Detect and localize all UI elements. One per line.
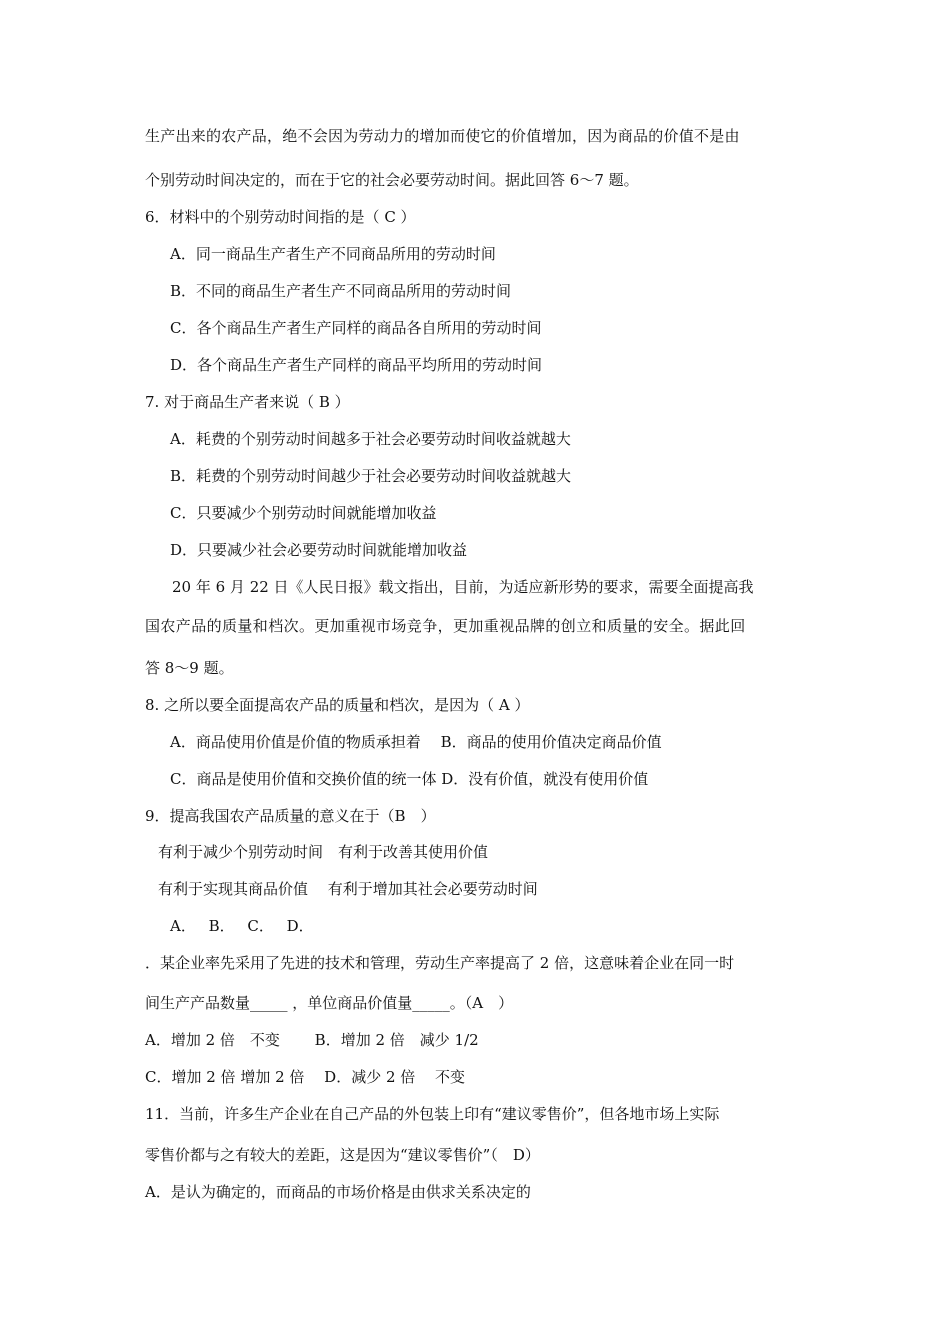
question-11: 零售价都与之有较大的差距，这是因为“建议零售价”（ D） xyxy=(145,1146,540,1164)
question-7-option-b: B．耗费的个别劳动时间越少于社会必要劳动时间收益就越大 xyxy=(170,467,572,485)
question-9-statements: 有利于减少个别劳动时间 有利于改善其使用价值 xyxy=(158,843,489,861)
question-6: 6．材料中的个别劳动时间指的是（ C ） xyxy=(145,208,416,226)
question-10: 间生产产品数量_____ ，单位商品价值量_____。（A ） xyxy=(145,994,514,1012)
question-10-options-cd: C．增加 2 倍 增加 2 倍 D．减少 2 倍 不变 xyxy=(145,1068,466,1086)
question-6-option-b: B．不同的商品生产者生产不同商品所用的劳动时间 xyxy=(170,282,512,300)
question-6-option-d: D．各个商品生产者生产同样的商品平均所用的劳动时间 xyxy=(170,356,543,374)
question-11-option-a: A．是认为确定的，而商品的市场价格是由供求关系决定的 xyxy=(145,1183,531,1201)
question-7-option-a: A．耗费的个别劳动时间越多于社会必要劳动时间收益就越大 xyxy=(170,430,571,448)
question-7: 7. 对于商品生产者来说（ B ） xyxy=(145,393,350,411)
question-8: 8. 之所以要全面提高农产品的质量和档次，是因为（ A ） xyxy=(145,696,530,714)
question-8-options-cd: C．商品是使用价值和交换价值的统一体 D．没有价值，就没有使用价值 xyxy=(170,770,649,788)
question-7-option-c: C．只要减少个别劳动时间就能增加收益 xyxy=(170,504,437,522)
paragraph-line: 个别劳动时间决定的，而在于它的社会必要劳动时间。据此回答 6～7 题。 xyxy=(145,171,639,189)
question-10: ．某企业率先采用了先进的技术和管理，劳动生产率提高了 2 倍，这意味着企业在同一时 xyxy=(145,954,735,972)
question-8-options-ab: A．商品使用价值是价值的物质承担着 B．商品的使用价值决定商品价值 xyxy=(170,733,662,751)
question-9-statements: 有利于实现其商品价值 有利于增加其社会必要劳动时间 xyxy=(158,880,538,898)
question-6-option-a: A．同一商品生产者生产不同商品所用的劳动时间 xyxy=(170,245,496,263)
paragraph-line: 生产出来的农产品，绝不会因为劳动力的增加而使它的价值增加，因为商品的价值不是由 xyxy=(145,127,740,145)
question-6-option-c: C．各个商品生产者生产同样的商品各自所用的劳动时间 xyxy=(170,319,542,337)
question-9: 9．提高我国农产品质量的意义在于（B ） xyxy=(145,807,436,825)
paragraph-line: 答 8～9 题。 xyxy=(145,659,234,677)
paragraph-line: 国农产品的质量和档次。更加重视市场竞争，更加重视品牌的创立和质量的安全。据此回 xyxy=(145,617,746,635)
question-9-options: A． B． C． D． xyxy=(170,917,314,935)
question-11: 11．当前，许多生产企业在自己产品的外包装上印有“建议零售价”，但各地市场上实际 xyxy=(145,1105,720,1123)
question-10-options-ab: A．增加 2 倍 不变 B．增加 2 倍 减少 1/2 xyxy=(145,1031,479,1049)
question-7-option-d: D．只要减少社会必要劳动时间就能增加收益 xyxy=(170,541,468,559)
paragraph-line: 20 年 6 月 22 日《人民日报》载文指出，目前，为适应新形势的要求，需要全面提高我 xyxy=(172,578,754,596)
